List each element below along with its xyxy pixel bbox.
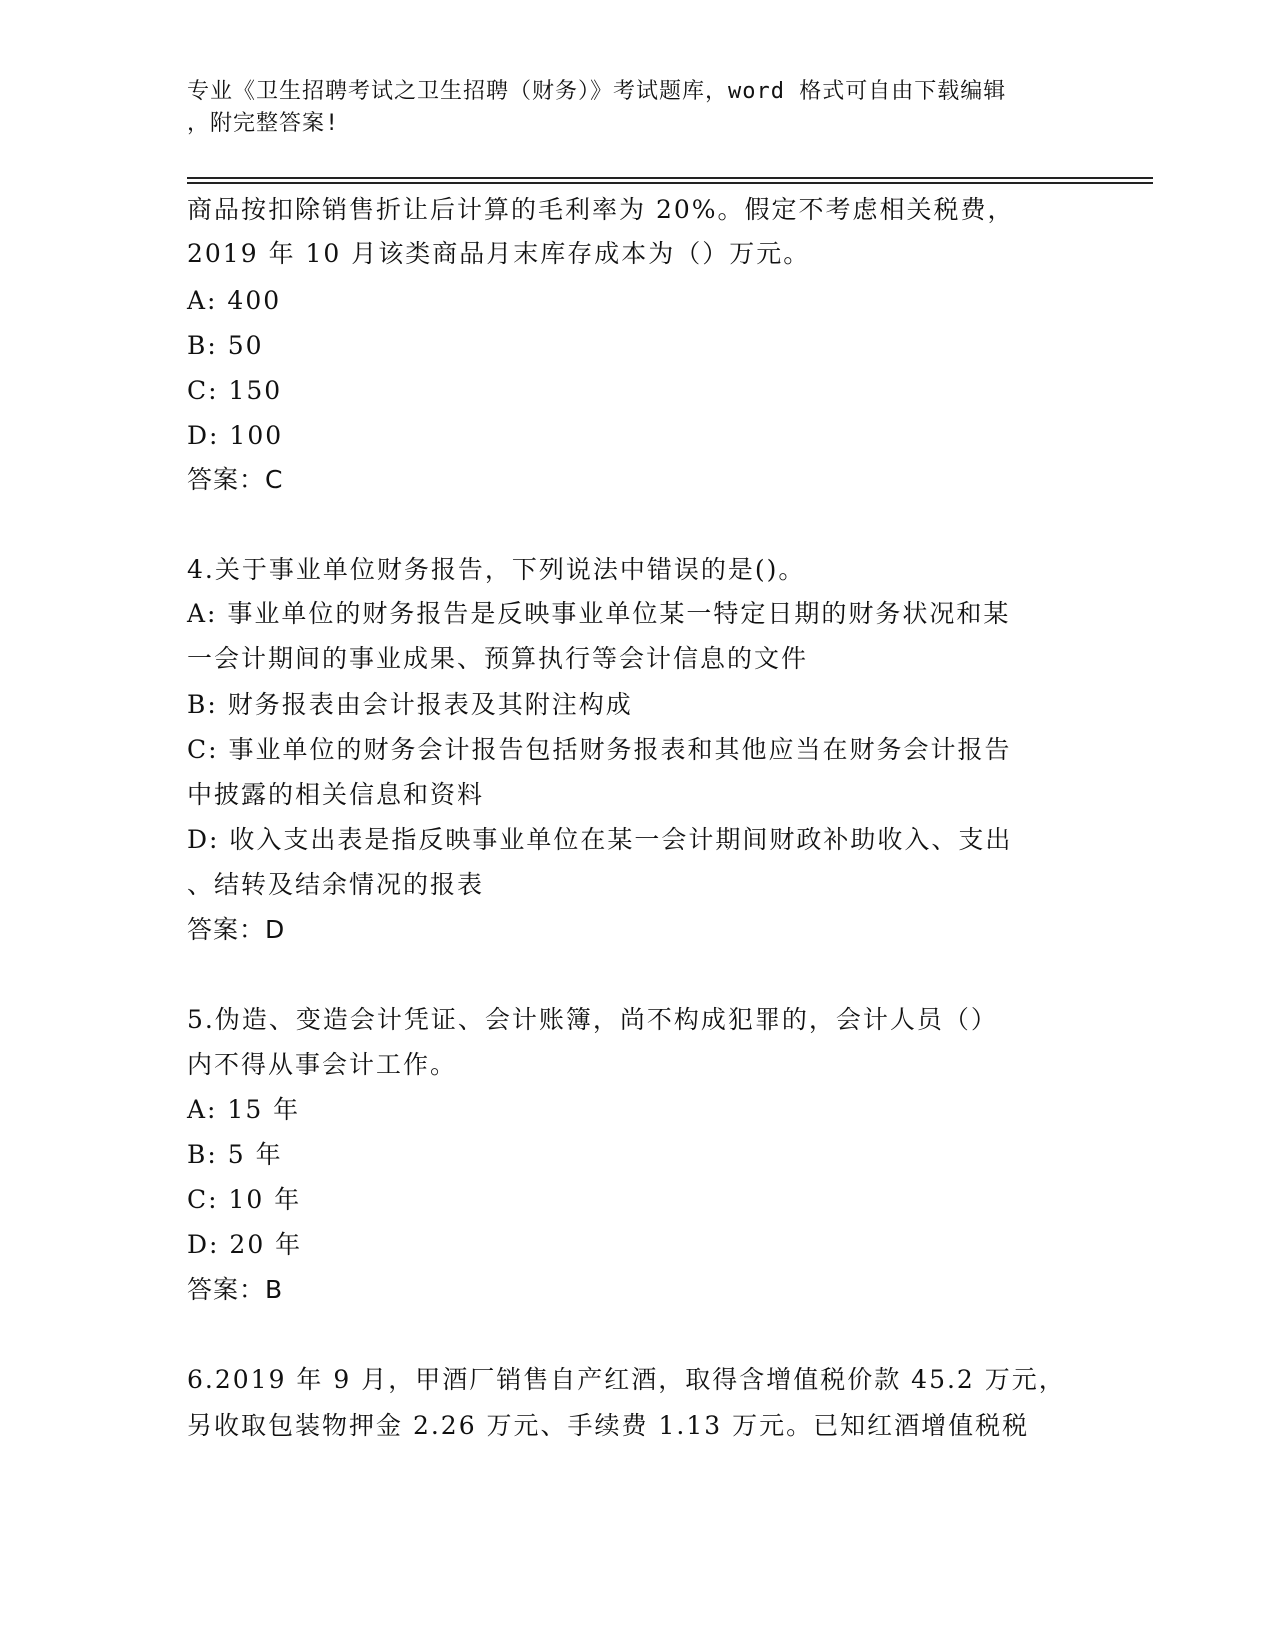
header-divider-top <box>187 177 1153 179</box>
q4-option-b: B: 财务报表由会计报表及其附注构成 <box>187 690 633 719</box>
q5-stem-line-2: 内不得从事会计工作。 <box>187 1050 458 1079</box>
q3-option-b: B: 50 <box>187 331 264 360</box>
q5-option-d: D: 20 年 <box>187 1230 303 1259</box>
q5-answer: 答案：B <box>187 1275 284 1304</box>
q3-option-a: A: 400 <box>187 286 282 315</box>
q4-option-a-line-2: 一会计期间的事业成果、预算执行等会计信息的文件 <box>187 644 809 673</box>
q4-answer: 答案：D <box>187 915 286 944</box>
header-line-2: ，附完整答案! <box>187 111 340 136</box>
q3-stem-line-1: 商品按扣除销售折让后计算的毛利率为 20%。假定不考虑相关税费， <box>187 195 1015 224</box>
q6-stem-line-1: 6.2019 年 9 月，甲酒厂销售自产红酒，取得含增值税价款 45.2 万元， <box>187 1365 1066 1394</box>
q4-option-a-line-1: A: 事业单位的财务报告是反映事业单位某一特定日期的财务状况和某 <box>187 599 1011 628</box>
q4-stem: 4.关于事业单位财务报告，下列说法中错误的是()。 <box>187 555 806 584</box>
q3-answer: 答案：C <box>187 465 284 494</box>
q4-option-c-line-1: C: 事业单位的财务会计报告包括财务报表和其他应当在财务会计报告 <box>187 735 1012 764</box>
q5-stem-line-1: 5.伪造、变造会计凭证、会计账簿，尚不构成犯罪的，会计人员（） <box>187 1005 998 1034</box>
header-line-1: 专业《卫生招聘考试之卫生招聘（财务）》考试题库，word 格式可自由下载编辑 <box>187 79 1007 104</box>
q4-option-c-line-2: 中披露的相关信息和资料 <box>187 780 485 809</box>
q5-option-c: C: 10 年 <box>187 1185 302 1214</box>
q3-stem-line-2: 2019 年 10 月该类商品月末库存成本为（）万元。 <box>187 239 811 268</box>
q5-option-b: B: 5 年 <box>187 1140 283 1169</box>
document-header <box>187 76 1067 140</box>
header-divider-bottom <box>187 182 1153 184</box>
q4-option-d-line-1: D: 收入支出表是指反映事业单位在某一会计期间财政补助收入、支出 <box>187 825 1013 854</box>
q5-option-a: A: 15 年 <box>187 1095 301 1124</box>
q3-option-c: C: 150 <box>187 376 283 405</box>
q3-option-d: D: 100 <box>187 421 284 450</box>
q4-option-d-line-2: 、结转及结余情况的报表 <box>187 870 485 899</box>
q6-stem-line-2: 另收取包装物押金 2.26 万元、手续费 1.13 万元。已知红酒增值税税 <box>187 1411 1030 1440</box>
